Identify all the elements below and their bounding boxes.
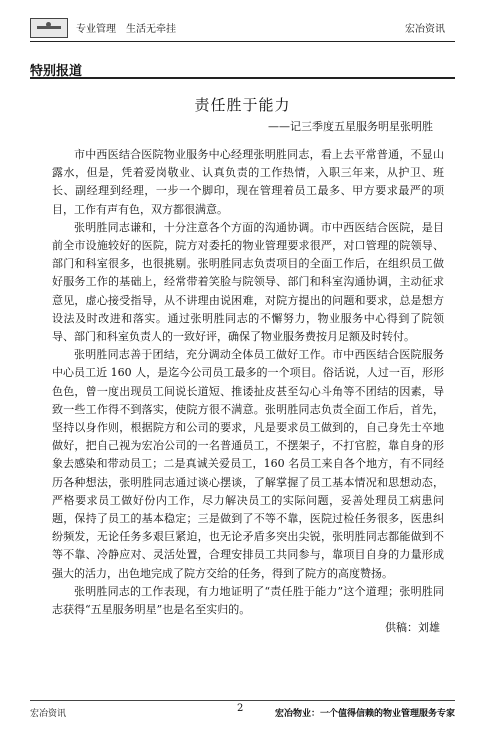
footer-divider — [30, 700, 455, 701]
article-title: 责任胜于能力 — [194, 96, 291, 114]
footer-left-text: 宏冶资讯 — [30, 709, 67, 719]
article-body — [52, 146, 444, 637]
header-divider — [30, 41, 455, 42]
header-title: 宏冶资讯 — [405, 24, 445, 35]
footer-right-text: 宏冶物业：一个值得信赖的物业管理服务专家 — [274, 709, 455, 719]
article-paragraph: 张明胜同志谦和，十分注意各个方面的沟通协调。市中西医结合医院，是目前全市设施较好的医院，院方对委托的物业管理要求很严，对口管理的院领导、部门和科室很多，也很挑剔。张明胜同志负责项目的全面工作后，在组织员工做好服务工作的基础上，经常带着笑脸与院领导、部门和科室沟通协调，主动征求意见，虚心接受指导，从不讲理由说困难，对院方提出的问题和要求，总是想方设法及时改进和落实。通过张明胜同志的不懈努力，物业服务中心得到了院领导、部门和科室负责人的一致好评，确保了物业服务费按月足额及时转付。 — [52, 220, 444, 344]
article-paragraph: 张明胜同志善于团结，充分调动全体员工做好工作。市中西医结合医院服务中心员工近 160 人，是迄今公司员工最多的一个项目。俗话说，人过一百，形形色色，曾一度出现员工间说长道短、推诿扯皮甚至勾心斗角等不团结的因素，导致一些工作得不到落实，使院方很不满意。张明胜同志负责全面工作后，首先，坚持以身作则，根据院方和公司的要求，凡是要求员工做到的，自己身先士卒地做好，把自己视为宏冶公司的一名普通员工，不摆架子，不打官腔，靠自身的形象去感染和带动员工；二是真诚关爱员工，160 名员工来自各个地方，有不同经历各种想法，张明胜同志通过谈心摆谈，了解掌握了员工基本情况和思想动态，严格要求员工做好份内工作，尽力解决员工的实际问题，妥善处理员工病患问题，保持了员工的基本稳定；三是做到了不等不靠，医院过检任务很多，医患纠纷频发，无论任务多艰巨紧迫，也无论矛盾多突出尖锐，张明胜同志都能做到不等不靠、冷静应对、灵活处置，合理安排员工共同参与，靠项目自身的力量形成强大的活力，出色地完成了院方交给的任务，得到了院方的高度赞扬。 — [52, 348, 444, 580]
article-signature: 供稿：刘雄 — [385, 621, 440, 635]
header-slogan-2: 生活无牵挂 — [126, 24, 176, 35]
logo-bar — [37, 26, 61, 29]
section-label: 特别报道 — [30, 64, 83, 79]
article-paragraph: 市中西医结合医院物业服务中心经理张明胜同志，看上去平常普通，不显山露水，但是，凭着爱岗敬业、认真负责的工作热情，入职三年来，从护卫、班长、副经理到经理，一步一个脚印，现在管理着员工最多、甲方要求最严的项目，工作有声有色，双方都很满意。 — [52, 148, 444, 216]
company-logo — [30, 18, 68, 38]
header-slogan-1: 专业管理 — [76, 24, 116, 35]
section-divider — [30, 77, 455, 79]
article-paragraph: 张明胜同志的工作表现，有力地证明了“责任胜于能力”这个道理；张明胜同志获得“五星服务明星”也是名至实归的。 — [52, 584, 444, 617]
page-number: 2 — [237, 703, 244, 714]
article-subtitle: ——记三季度五星服务明星张明胜 — [268, 120, 433, 133]
page-header — [0, 0, 485, 50]
